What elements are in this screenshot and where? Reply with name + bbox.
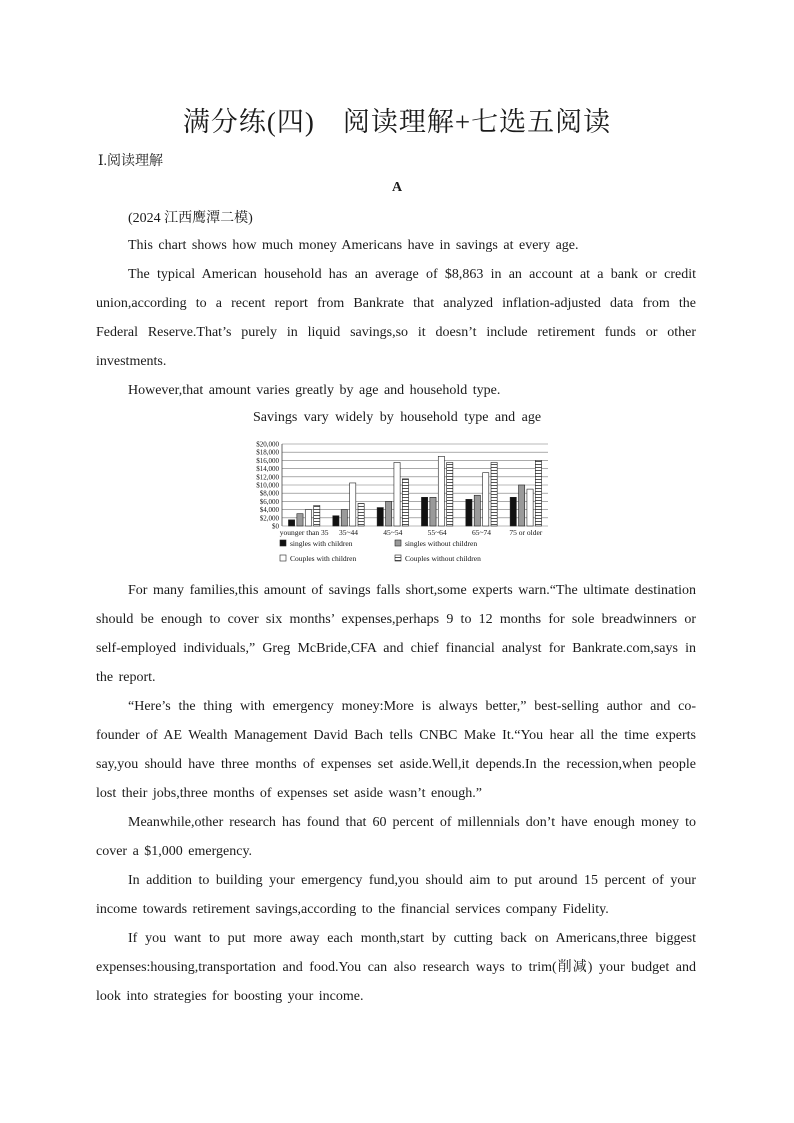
bar-gray-5	[519, 485, 525, 526]
bar-black-1	[333, 516, 339, 526]
bar-gray-1	[341, 510, 347, 526]
legend-label: Couples with children	[290, 554, 357, 563]
paragraph-4: For many families,this amount of savings falls short,some experts warn.“The ultimate destination should be enough to cover six months’ expenses,perhaps 9 to 12 months for sole breadwinners or self-employed individuals,” Greg McBride,CFA and chief financial analyst for Bankrate.com,says in the report.	[96, 583, 696, 685]
paragraph-6: Meanwhile,other research has found that 60 percent of millennials don’t have enough money to cover a $1,000 emergency.	[96, 815, 696, 859]
bar-gray-4	[474, 495, 480, 526]
y-tick-label: $10,000	[256, 481, 279, 490]
y-tick-label: $0	[272, 522, 279, 531]
y-tick-label: $4,000	[259, 506, 279, 515]
bar-hatched-3	[447, 462, 453, 526]
legend-swatch	[395, 555, 401, 561]
bar-gray-0	[297, 514, 303, 526]
bar-white-0	[305, 510, 311, 526]
legend-label: singles without children	[405, 539, 478, 548]
chart-grid	[282, 444, 548, 526]
paragraph-3: However,that amount varies greatly by age and household type.	[128, 383, 501, 398]
bar-white-5	[527, 489, 533, 526]
bar-hatched-0	[314, 506, 320, 527]
paragraph-5: “Here’s the thing with emergency money:More is always better,” best-selling author and co-founder of AE Wealth Management David Bach tells CNBC Make It.“You hear all the time experts say,you should have three months of expenses set aside.Well,it depends.In the recession,when people lost their jobs,three months of expenses set aside wasn’t enough.”	[96, 699, 696, 801]
x-tick-label: 55~64	[427, 528, 447, 537]
paragraph-1: This chart shows how much money Americans have in savings at every age.	[128, 238, 579, 253]
chart-legend	[280, 539, 481, 563]
paragraph-8: If you want to put more away each month,start by cutting back on Americans,three biggest expenses:housing,transportation and food.You can also research ways to trim(削减) your budget and look into strategies for boosting your income.	[96, 931, 696, 1004]
y-tick-label: $14,000	[256, 465, 279, 474]
y-tick-label: $6,000	[259, 497, 279, 506]
legend-label: Couples without children	[405, 554, 481, 563]
bar-black-3	[421, 497, 427, 526]
y-tick-label: $2,000	[259, 514, 279, 523]
savings-bar-chart	[240, 436, 560, 568]
x-tick-label: 65~74	[471, 528, 492, 537]
bar-hatched-2	[402, 479, 408, 526]
bar-gray-2	[386, 501, 392, 526]
bar-black-2	[377, 508, 383, 526]
page-title: 满分练(四) 阅读理解+七选五阅读	[182, 107, 612, 137]
legend-swatch	[395, 540, 401, 546]
passage-letter: A	[391, 180, 403, 195]
bar-white-3	[438, 456, 444, 526]
bar-black-5	[510, 497, 516, 526]
x-tick-label: 45~54	[383, 528, 403, 537]
section-heading: Ⅰ.阅读理解	[98, 154, 164, 169]
legend-swatch	[280, 555, 286, 561]
bar-white-4	[483, 473, 489, 526]
chart-title: Savings vary widely by household type and age	[252, 410, 542, 425]
passage-source: (2024 江西鹰潭二模)	[128, 211, 253, 226]
x-tick-label: younger than 35	[279, 528, 329, 537]
x-tick-label: 35~44	[338, 528, 359, 537]
y-tick-label: $18,000	[256, 448, 279, 457]
chart-bars	[288, 456, 541, 526]
bar-white-2	[394, 462, 400, 526]
y-tick-label: $8,000	[259, 489, 279, 498]
y-tick-label: $20,000	[256, 440, 279, 449]
bar-hatched-4	[491, 462, 497, 526]
bar-gray-3	[430, 497, 436, 526]
bar-white-1	[350, 483, 356, 526]
y-tick-label: $16,000	[256, 456, 279, 465]
bar-hatched-5	[535, 460, 541, 526]
paragraph-2: The typical American household has an average of $8,863 in an account at a bank or credit union,according to a recent report from Bankrate that analyzed inflation-adjusted data from the Federal Reserve.That’s purely in liquid savings,so it doesn’t include retirement funds or other investments.	[96, 267, 696, 369]
bar-black-4	[466, 499, 472, 526]
legend-label: singles with children	[290, 539, 353, 548]
paragraph-7: In addition to building your emergency fund,you should aim to put around 15 percent of your income towards retirement savings,according to the financial services company Fidelity.	[96, 873, 696, 917]
bar-black-0	[288, 520, 294, 526]
y-tick-label: $12,000	[256, 473, 279, 482]
bar-hatched-1	[358, 503, 364, 526]
legend-swatch	[280, 540, 286, 546]
x-tick-label: 75 or older	[509, 528, 543, 537]
